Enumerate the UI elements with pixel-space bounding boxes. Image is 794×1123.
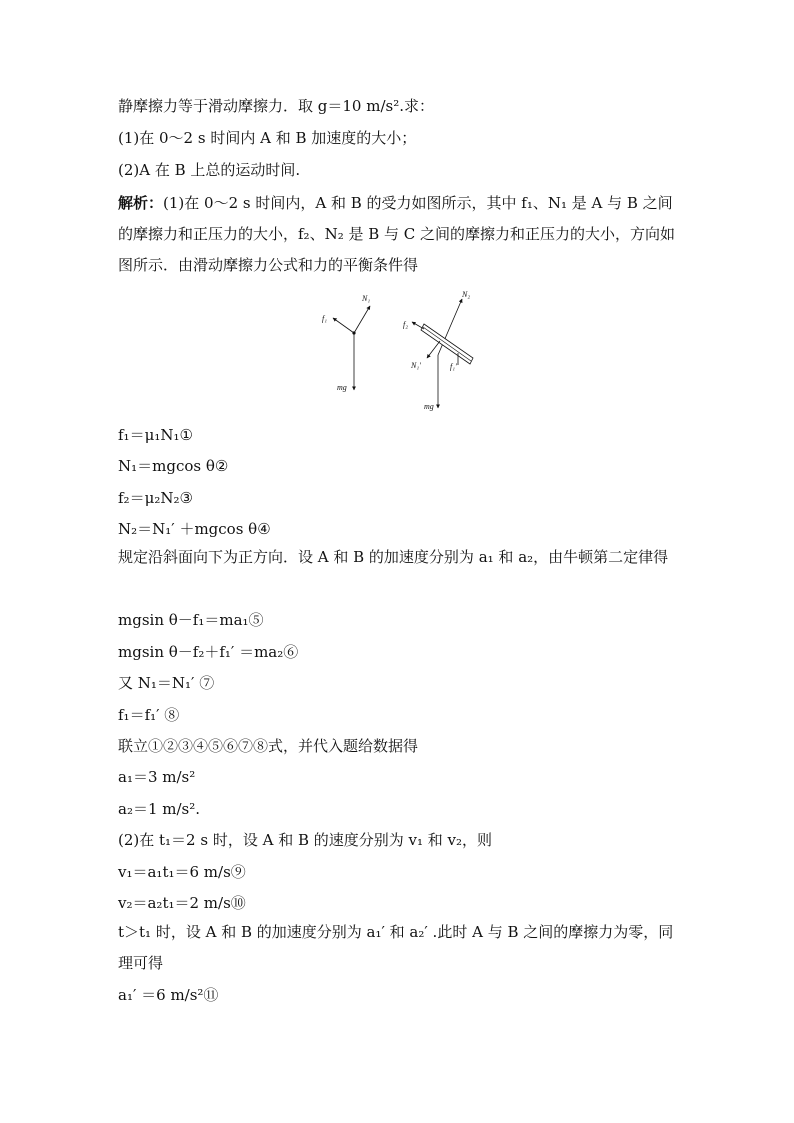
equation-11: a₁′ ＝6 m/s²⑪	[118, 986, 219, 1004]
result-a2: a₂＝1 m/s².	[118, 800, 201, 818]
solution-paragraph	[118, 188, 678, 281]
equation-4: N₂＝N₁′ ＋mgcos θ④	[118, 520, 271, 538]
equation-9: v₁＝a₁t₁＝6 m/s⑨	[118, 863, 246, 881]
solution-label: 解析：	[118, 194, 164, 212]
equation-6: mgsin θ－f₂＋f₁′ ＝ma₂⑥	[118, 643, 299, 661]
label-f1: f₁	[322, 314, 328, 323]
block-b-forces	[403, 290, 473, 411]
equation-5: mgsin θ－f₁＝ma₁⑤	[118, 611, 264, 629]
part-2-intro: (2)在 t₁＝2 s 时，设 A 和 B 的速度分别为 v₁ 和 v₂，则	[118, 831, 493, 849]
label-n1: N₁	[362, 294, 371, 303]
result-a1: a₁＝3 m/s²	[118, 768, 196, 786]
equation-2: N₁＝mgcos θ②	[118, 457, 229, 475]
equation-7: 又 N₁＝N₁′ ⑦	[118, 674, 215, 692]
label-n1-prime: N₁′	[411, 361, 421, 370]
equation-8: f₁＝f₁′ ⑧	[118, 706, 180, 724]
equation-10: v₂＝a₂t₁＝2 m/s⑩	[118, 894, 246, 912]
block-a-forces	[322, 294, 370, 392]
label-mg-right: mg	[424, 402, 434, 411]
paragraph-2: 规定沿斜面向下为正方向．设 A 和 B 的加速度分别为 a₁ 和 a₂，由牛顿第二定律得	[118, 548, 669, 566]
intro-line-1: 静摩擦力等于滑动摩擦力．取 g＝10 m/s².求：	[118, 97, 434, 115]
paragraph-3: t＞t₁ 时，设 A 和 B 的加速度分别为 a₁′ 和 a₂′ .此时 A 与 B 之间的摩擦力为零，同理可得	[118, 923, 674, 972]
force-diagram	[300, 285, 500, 415]
label-n2: N₂	[462, 290, 471, 299]
label-f2: f₂	[403, 320, 409, 329]
solution-text: (1)在 0～2 s 时间内，A 和 B 的受力如图所示，其中 f₁、N₁ 是 A 与 B 之间的摩擦力和正压力的大小，f₂、N₂ 是 B 与 C 之间的摩擦力和正压力的大小，方向如图所示．由滑动摩擦力公式和力的平衡条件得	[118, 194, 676, 274]
equation-3: f₂＝μ₂N₂③	[118, 489, 193, 507]
intro-line-3: (2)A 在 B 上总的运动时间.	[118, 161, 301, 179]
label-mg-left: mg	[337, 383, 347, 392]
combine-line: 联立①②③④⑤⑥⑦⑧式，并代入题给数据得	[118, 737, 419, 755]
label-f1-prime: f₁′	[450, 362, 457, 371]
equation-1: f₁＝μ₁N₁①	[118, 426, 193, 444]
intro-line-2: (1)在 0～2 s 时间内 A 和 B 加速度的大小；	[118, 129, 417, 147]
